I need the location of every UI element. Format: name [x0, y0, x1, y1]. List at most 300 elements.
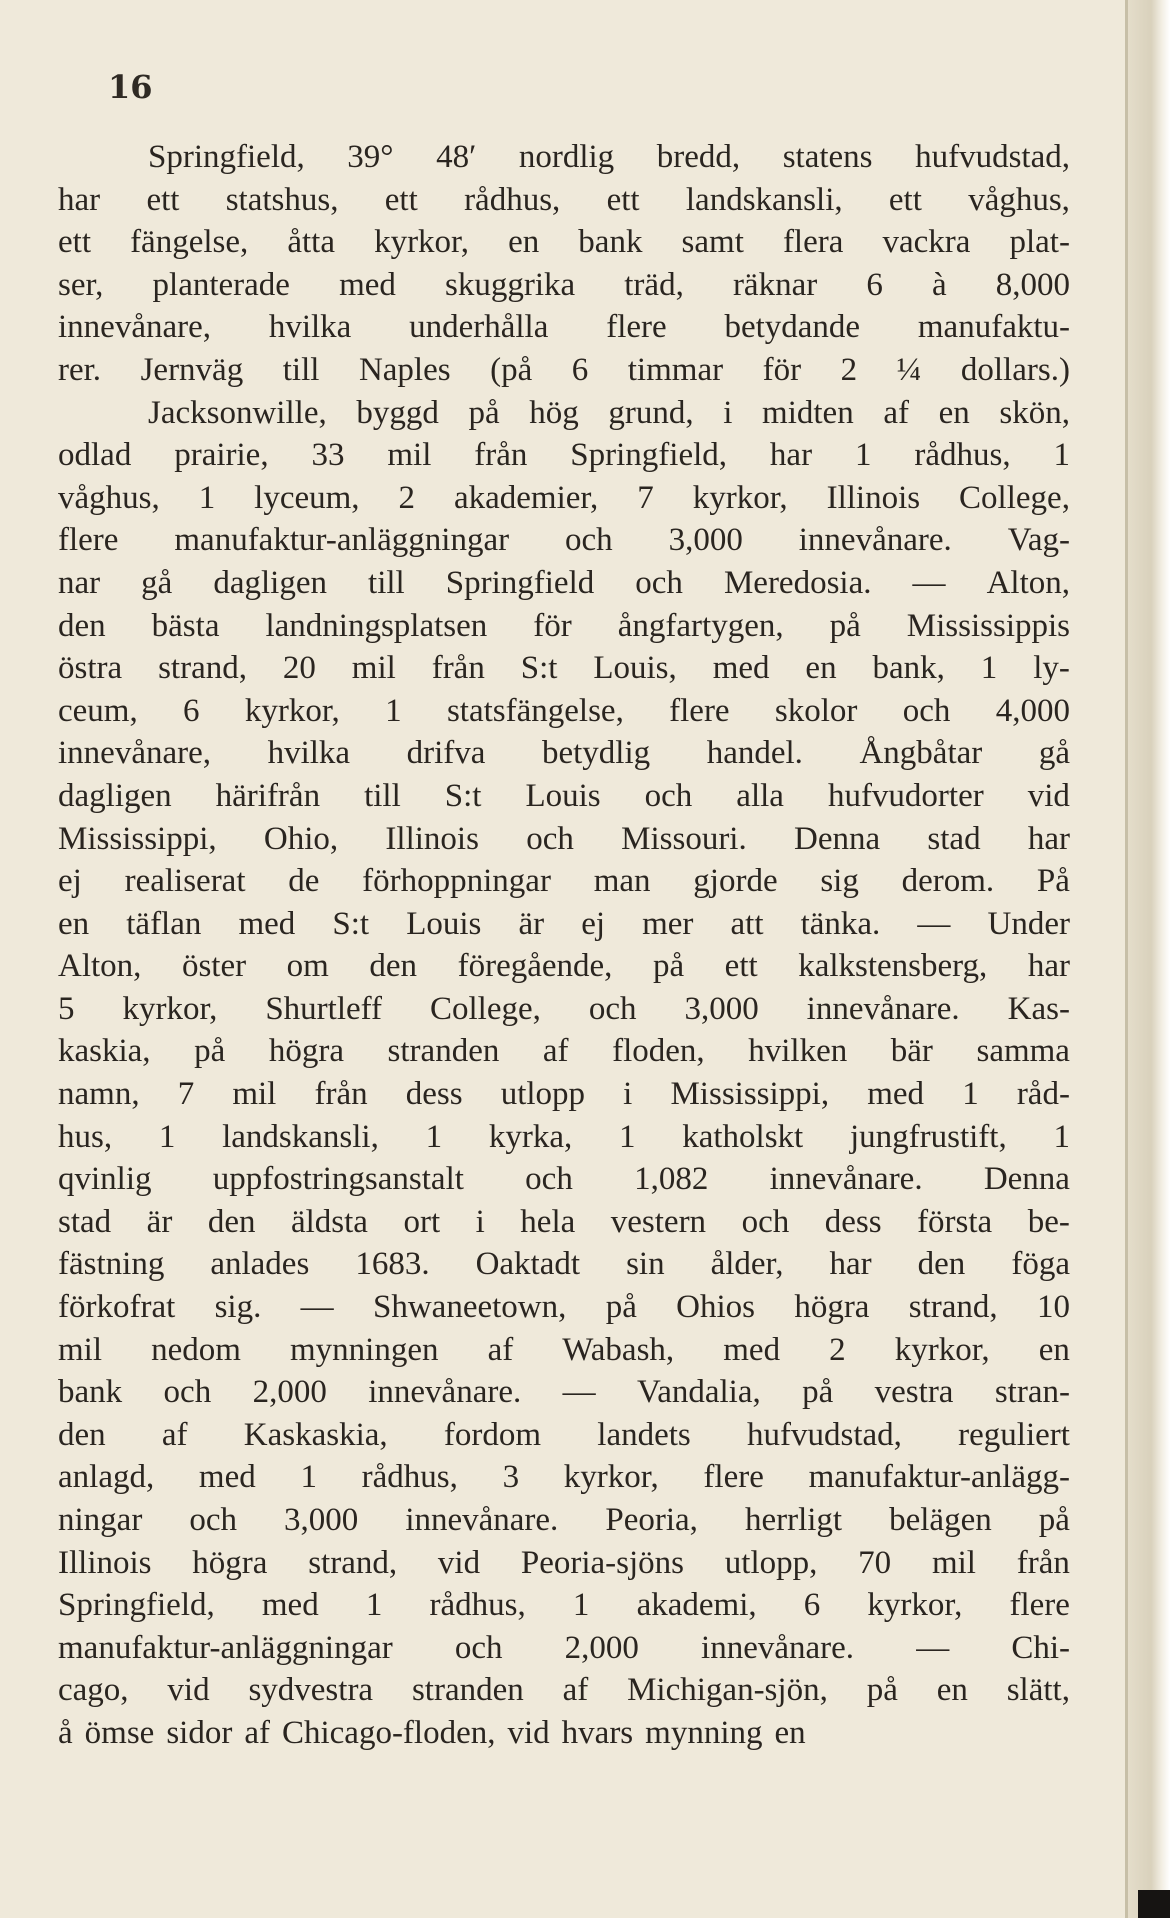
word: högra — [794, 1289, 870, 1326]
word: föga — [1011, 1246, 1070, 1283]
word: College, — [430, 990, 541, 1027]
page-number: 16 — [108, 68, 153, 106]
word: skön, — [999, 394, 1070, 431]
word: 1 — [572, 1587, 590, 1624]
word: den — [58, 607, 106, 644]
text-line — [58, 519, 1070, 562]
word: 7 — [177, 1076, 195, 1113]
text-line — [58, 1499, 1070, 1542]
word: herrligt — [744, 1502, 843, 1538]
word: med — [867, 1076, 925, 1113]
word: Alton, — [986, 564, 1070, 601]
text-line — [58, 1286, 1070, 1329]
text-line — [58, 1030, 1070, 1073]
word: fordom — [443, 1416, 542, 1453]
word: på — [866, 1672, 898, 1709]
word: Shwaneetown, — [372, 1289, 567, 1326]
word: — — [562, 1374, 596, 1411]
word: 6 — [183, 692, 200, 729]
word: sig — [820, 863, 859, 900]
word: af — [542, 1033, 569, 1070]
word: 1683. — [355, 1246, 430, 1283]
word: från — [431, 650, 485, 687]
word: 1 — [198, 479, 216, 516]
word: drifva — [406, 735, 486, 772]
text-line — [58, 136, 1070, 179]
word: vid — [437, 1544, 481, 1581]
word: 20 — [282, 650, 316, 687]
word: innevånare, — [58, 309, 211, 346]
word: har — [1027, 948, 1070, 985]
word: (på — [490, 351, 533, 388]
word: ett — [888, 181, 922, 218]
word: 1,082 — [634, 1161, 709, 1198]
word: rådhus, — [464, 181, 561, 218]
word: och — [189, 1502, 237, 1538]
word: bank — [578, 224, 643, 261]
word: en — [1038, 1331, 1070, 1368]
word: en — [58, 905, 90, 942]
word: flere — [1009, 1587, 1070, 1624]
text-line — [58, 1669, 1070, 1712]
text-line — [58, 1116, 1070, 1159]
word: timmar — [627, 351, 724, 388]
word: På — [1036, 863, 1070, 900]
word: strand, — [908, 1289, 998, 1326]
word: till — [282, 351, 320, 388]
text-line — [58, 477, 1070, 520]
text-line — [58, 1329, 1070, 1372]
word: från — [474, 437, 528, 474]
word: på — [194, 1033, 226, 1070]
word: den — [58, 1416, 106, 1453]
word: Ohio, — [263, 820, 339, 857]
word: ceum, — [58, 692, 138, 729]
text-line — [58, 264, 1070, 307]
word: landskansli, — [222, 1118, 379, 1155]
word: akademier, — [453, 479, 599, 516]
word: 1 — [618, 1118, 636, 1155]
word: 48′ — [436, 139, 477, 175]
word: ett — [146, 181, 180, 218]
text-line — [58, 1414, 1070, 1457]
word: 2 — [840, 351, 858, 388]
word: vestern — [610, 1203, 707, 1240]
word: Meredosia. — [723, 564, 872, 601]
word: på — [605, 1289, 637, 1326]
word: af — [883, 394, 909, 431]
word: manufaktu- — [917, 309, 1070, 346]
word: qvinlig — [58, 1161, 152, 1198]
word: bär — [890, 1033, 933, 1070]
word: öster — [181, 948, 247, 985]
word: 6 — [571, 351, 589, 388]
word: har — [769, 437, 813, 474]
word: mynning — [645, 1714, 763, 1751]
word: råd- — [1016, 1076, 1070, 1113]
word: Naples — [358, 351, 451, 388]
word: till — [368, 564, 405, 601]
word: med — [198, 1459, 256, 1496]
word: de — [288, 863, 320, 900]
word: jungfrustift, — [849, 1118, 1007, 1155]
word: innevånare. — [798, 522, 952, 559]
word: ömse — [84, 1714, 155, 1751]
text-line — [58, 647, 1070, 690]
word: Chicago-floden, — [281, 1714, 496, 1751]
word: Illinois — [385, 820, 479, 857]
word: högra — [192, 1544, 268, 1581]
word: katholskt — [682, 1118, 804, 1155]
word: har — [58, 181, 101, 218]
word: Jacksonwille, — [148, 394, 327, 431]
word: och — [902, 692, 951, 729]
word: högra — [268, 1033, 344, 1070]
word: hvilken — [748, 1033, 848, 1070]
word: Louis, — [593, 650, 677, 687]
word: och — [635, 564, 683, 601]
word: den — [207, 1203, 256, 1240]
word: och — [526, 820, 574, 857]
word: midten — [762, 394, 854, 431]
text-line — [58, 179, 1070, 222]
word: Mississippi, — [58, 820, 217, 857]
text-line — [58, 860, 1070, 903]
word: rer. — [58, 351, 102, 388]
word: Illinois — [826, 479, 921, 516]
word: 5 — [58, 990, 75, 1027]
word: 1 — [300, 1459, 317, 1496]
word: gå — [1038, 735, 1070, 772]
word: realiserat — [124, 863, 246, 900]
word: på — [802, 1374, 834, 1411]
word: i — [723, 394, 733, 431]
text-line — [58, 690, 1070, 733]
word: hvilka — [267, 735, 351, 772]
word: Michigan-sjön, — [627, 1672, 828, 1709]
word: tänka. — [800, 905, 881, 942]
word: från — [314, 1076, 368, 1113]
word: 6 — [866, 266, 883, 303]
word: landskansli, — [685, 181, 843, 218]
word: strand, — [158, 650, 247, 687]
word: innevånare. — [368, 1374, 522, 1411]
word: och — [644, 777, 693, 814]
text-line — [58, 1073, 1070, 1116]
word: reguliert — [958, 1416, 1070, 1453]
word: lyceum, — [254, 479, 360, 516]
text-line — [58, 1243, 1070, 1286]
body-text — [58, 136, 1070, 1755]
word: mil — [351, 650, 396, 687]
word: Springfield — [445, 564, 595, 601]
word: Under — [987, 905, 1070, 942]
word: och — [163, 1374, 212, 1411]
text-line — [58, 903, 1070, 946]
word: för — [762, 351, 802, 388]
page-edge — [1125, 0, 1170, 1918]
word: dollars.) — [960, 351, 1070, 388]
word: en — [508, 224, 540, 261]
word: 4,000 — [995, 692, 1070, 729]
text-line — [58, 1712, 1070, 1755]
word: 6 — [803, 1587, 821, 1624]
word: mil — [931, 1544, 976, 1581]
word: sig. — [214, 1289, 262, 1326]
text-line — [58, 349, 1070, 392]
word: bank — [58, 1374, 123, 1411]
word: Mississippis — [906, 607, 1070, 644]
word: kyrkor, — [374, 224, 469, 261]
text-line — [58, 988, 1070, 1031]
word: nedom — [151, 1331, 241, 1368]
word: byggd — [356, 394, 439, 431]
word: landningsplatsen — [265, 607, 488, 644]
word: uppfostringsanstalt — [212, 1161, 464, 1198]
word: med — [723, 1331, 781, 1368]
word: statshus, — [225, 181, 339, 218]
word: sydvestra — [248, 1672, 374, 1709]
word: östra — [58, 650, 123, 687]
word: flere — [703, 1459, 764, 1496]
word: samma — [976, 1033, 1070, 1070]
word: mil — [58, 1331, 103, 1368]
word: dess — [824, 1203, 882, 1240]
word: den — [369, 948, 418, 985]
word: ett — [58, 224, 91, 261]
word: den — [917, 1246, 966, 1283]
word: cago, — [58, 1672, 129, 1709]
word: våghus, — [58, 479, 160, 516]
word: manufaktur-anlägg- — [808, 1459, 1070, 1496]
word: nar — [58, 564, 101, 601]
word: hus, — [58, 1118, 113, 1155]
word: och — [588, 990, 637, 1027]
word: innevånare. — [701, 1629, 855, 1666]
word: landets — [597, 1416, 691, 1453]
text-line — [58, 1158, 1070, 1201]
word: vid — [1027, 777, 1070, 814]
word: sin — [626, 1246, 665, 1283]
word: i — [623, 1076, 633, 1113]
word: anlades — [210, 1246, 310, 1283]
word: kyrkor, — [867, 1587, 963, 1624]
word: ser, — [58, 266, 104, 303]
word: Ohios — [676, 1289, 755, 1326]
word: hela — [520, 1203, 576, 1240]
word: med — [339, 266, 396, 303]
word: manufaktur-anläggningar — [174, 522, 510, 559]
word: 1 — [385, 692, 402, 729]
text-line — [58, 1627, 1070, 1670]
word: Missouri. — [621, 820, 747, 857]
scan-edge-mark — [1138, 1890, 1170, 1918]
word: ¼ — [896, 351, 922, 388]
word: att — [730, 905, 764, 942]
word: Vag- — [1007, 522, 1070, 559]
word: College, — [959, 479, 1070, 516]
word: till — [364, 777, 401, 814]
word: en — [936, 1672, 968, 1709]
word: dess — [405, 1076, 463, 1113]
word: täflan — [126, 905, 202, 942]
word: Peoria-sjöns — [520, 1544, 685, 1581]
text-line — [58, 221, 1070, 264]
word: på — [652, 948, 685, 985]
word: dagligen — [58, 777, 172, 814]
word: S:t — [520, 650, 558, 687]
word: rådhus, — [914, 437, 1011, 474]
word: fängelse, — [130, 224, 249, 261]
word: kyrkor, — [122, 990, 218, 1027]
word: nordlig — [518, 139, 615, 175]
word: Peoria, — [605, 1502, 698, 1538]
word: vackra — [882, 224, 971, 261]
word: af — [244, 1714, 270, 1751]
word: Louis — [406, 905, 482, 942]
word: räknar — [732, 266, 818, 303]
word: rådhus, — [429, 1587, 526, 1624]
word: härifrån — [215, 777, 321, 814]
word: med — [261, 1587, 319, 1624]
word: och — [525, 1161, 573, 1198]
word: à — [931, 266, 947, 303]
word: belägen — [889, 1502, 992, 1538]
word: mynningen — [290, 1331, 439, 1368]
word: Springfield, — [148, 139, 305, 175]
word: betydlig — [541, 735, 651, 772]
word: 1 — [425, 1118, 443, 1155]
word: 3,000 — [668, 522, 743, 559]
word: kalkstensberg, — [798, 948, 988, 985]
word: förhoppningar — [362, 863, 551, 900]
word: har — [1027, 820, 1070, 857]
word: — — [917, 905, 951, 942]
word: å — [58, 1714, 73, 1751]
word: 2 — [398, 479, 415, 516]
word: en — [938, 394, 970, 431]
word: 8,000 — [995, 266, 1070, 303]
word: Springfield, — [58, 1587, 215, 1624]
word: skolor — [774, 692, 858, 729]
word: 2,000 — [564, 1629, 639, 1666]
word: S:t — [332, 905, 370, 942]
word: ett — [606, 181, 640, 218]
word: på — [1038, 1502, 1070, 1538]
word: grund, — [608, 394, 694, 431]
word: med — [238, 905, 296, 942]
word: ly- — [1033, 650, 1070, 687]
word: 1 — [854, 437, 872, 474]
word: hvars — [561, 1714, 634, 1751]
text-line — [58, 945, 1070, 988]
word: Illinois — [58, 1544, 152, 1581]
word: 10 — [1036, 1289, 1070, 1326]
word: träd, — [624, 266, 684, 303]
word: flere — [606, 309, 667, 346]
word: strand, — [308, 1544, 398, 1581]
word: plat- — [1009, 224, 1070, 261]
word: kyrkor, — [894, 1331, 990, 1368]
word: ningar — [58, 1502, 143, 1538]
word: Denna — [983, 1161, 1070, 1198]
word: slätt, — [1006, 1672, 1070, 1709]
word: kaskia, — [58, 1033, 151, 1070]
word: be- — [1027, 1203, 1070, 1240]
text-line — [58, 605, 1070, 648]
word: ett — [384, 181, 418, 218]
word: rådhus, — [361, 1459, 458, 1496]
word: samt — [681, 224, 744, 261]
word: förkofrat — [58, 1289, 176, 1326]
word: stranden — [411, 1672, 524, 1709]
word: vid — [167, 1672, 210, 1709]
word: och — [454, 1629, 503, 1666]
word: kyrkor, — [692, 479, 788, 516]
word: akademi, — [636, 1587, 757, 1624]
word: kyrkor, — [563, 1459, 659, 1496]
word: ett — [724, 948, 758, 985]
word: 1 — [158, 1118, 176, 1155]
word: namn, — [58, 1076, 140, 1113]
word: statens — [782, 139, 873, 175]
word: underhålla — [409, 309, 549, 346]
word: Kas- — [1007, 990, 1070, 1027]
word: 3,000 — [684, 990, 759, 1027]
word: på — [829, 607, 861, 644]
word: Jernväg — [140, 351, 244, 388]
word: betydande — [724, 309, 861, 346]
word: handel. — [706, 735, 803, 772]
word: 1 — [1053, 437, 1070, 474]
word: mil — [387, 437, 432, 474]
word: — — [916, 1629, 950, 1666]
word: af — [487, 1331, 514, 1368]
word: flere — [58, 522, 119, 559]
word: hufvudstad, — [747, 1416, 902, 1453]
word: med — [712, 650, 770, 687]
word: för — [533, 607, 572, 644]
word: prairie, — [174, 437, 269, 474]
word: — — [912, 564, 946, 601]
word: ej — [581, 905, 606, 942]
word: Vandalia, — [637, 1374, 761, 1411]
word: Ångbåtar — [859, 735, 983, 772]
word: bredd, — [656, 139, 741, 175]
text-line — [58, 1201, 1070, 1244]
word: af — [161, 1416, 188, 1453]
word: föregående, — [457, 948, 613, 985]
word: innevånare, — [58, 735, 211, 772]
word: floden, — [612, 1033, 705, 1070]
word: 70 — [858, 1544, 892, 1581]
word: man — [593, 863, 651, 900]
word: 1 — [962, 1076, 979, 1113]
word: manufaktur-anläggningar — [58, 1629, 393, 1666]
word: en — [805, 650, 837, 687]
text-line — [58, 1542, 1070, 1585]
word: kyrkor, — [244, 692, 340, 729]
word: stad — [58, 1203, 112, 1240]
word: är — [146, 1203, 173, 1240]
word: hufvudorter — [827, 777, 984, 814]
word: flere — [669, 692, 730, 729]
word: är — [518, 905, 545, 942]
word: Shurtleff — [265, 990, 383, 1027]
word: 3,000 — [284, 1502, 359, 1538]
word: stranden — [387, 1033, 500, 1070]
word: på — [468, 394, 500, 431]
